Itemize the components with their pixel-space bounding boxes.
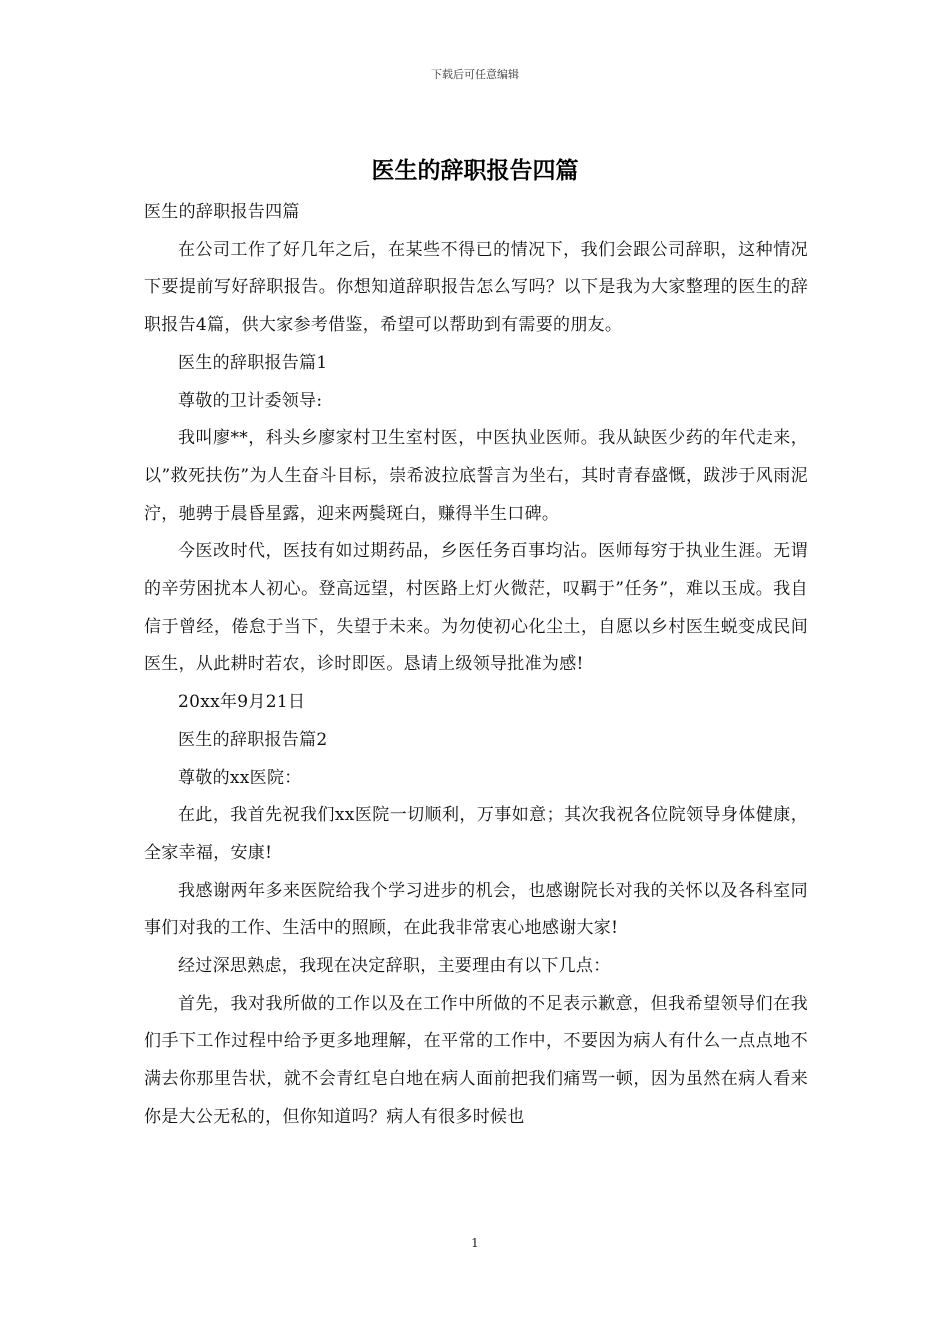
body-paragraph: 今医改时代，医技有如过期药品，乡医任务百事均沾。医师每穷于执业生涯。无谓的辛劳困扰本人初心。登高远望，村医路上灯火微茫，叹羁于”任务”，难以玉成。我自信于曾经，倦怠于当下，失望于未来。为勿使初心化尘土，自愿以乡村医生蜕变成民间医生，从此耕时若农，诊时即医。恳请上级领导批准为感! — [144, 541, 808, 675]
intro-paragraph: 在公司工作了好几年之后，在某些不得已的情况下，我们会跟公司辞职，这种情况下要提前写好辞职报告。你想知道辞职报告怎么写吗？以下是我为大家整理的医生的辞职报告4篇，供大家参考借鉴，希望可以帮助到有需要的朋友。 — [144, 239, 808, 336]
section-heading-2: 医生的辞职报告篇2 — [178, 729, 328, 750]
body-paragraph: 在此，我首先祝我们xx医院一切顺利，万事如意；其次我祝各位院领导身体健康，全家幸福，安康! — [144, 805, 808, 863]
document-title: 医生的辞职报告四篇 — [371, 157, 579, 184]
document-body — [144, 194, 808, 1137]
page-number: 1 — [471, 1236, 479, 1250]
body-paragraph: 我感谢两年多来医院给我个学习进步的机会，也感谢院长对我的关怀以及各科室同事们对我的工作、生活中的照顾，在此我非常衷心地感谢大家! — [144, 880, 808, 939]
header-note: 下载后可任意编辑 — [431, 68, 519, 81]
body-paragraph: 首先，我对我所做的工作以及在工作中所做的不足表示歉意，但我希望领导们在我们手下工作过程中给予更多地理解，在平常的工作中，不要因为病人有什么一点点地不满去你那里告状，就不会青红皂白地在病人面前把我们痛骂一顿，因为虽然在病人看来你是大公无私的，但你知道吗？病人有很多时候也 — [144, 993, 808, 1127]
body-paragraph: 经过深思熟虑，我现在决定辞职，主要理由有以下几点： — [178, 956, 611, 977]
salutation-1: 尊敬的卫计委领导: — [178, 390, 323, 411]
section-heading-1: 医生的辞职报告篇1 — [178, 352, 328, 373]
date-line: 20xx年9月21日 — [178, 692, 306, 713]
body-paragraph: 我叫廖**，科头乡廖家村卫生室村医，中医执业医师。我从缺医少药的年代走来，以”救死扶伤”为人生奋斗目标，崇希波拉底誓言为坐右，其时青春盛慨，跋涉于风雨泥泞，驰骋于晨昏星露，迎来两鬓斑白，赚得半生口碑。 — [144, 428, 808, 524]
salutation-2: 尊敬的xx医院： — [178, 767, 302, 788]
subtitle-paragraph: 医生的辞职报告四篇 — [144, 202, 300, 222]
